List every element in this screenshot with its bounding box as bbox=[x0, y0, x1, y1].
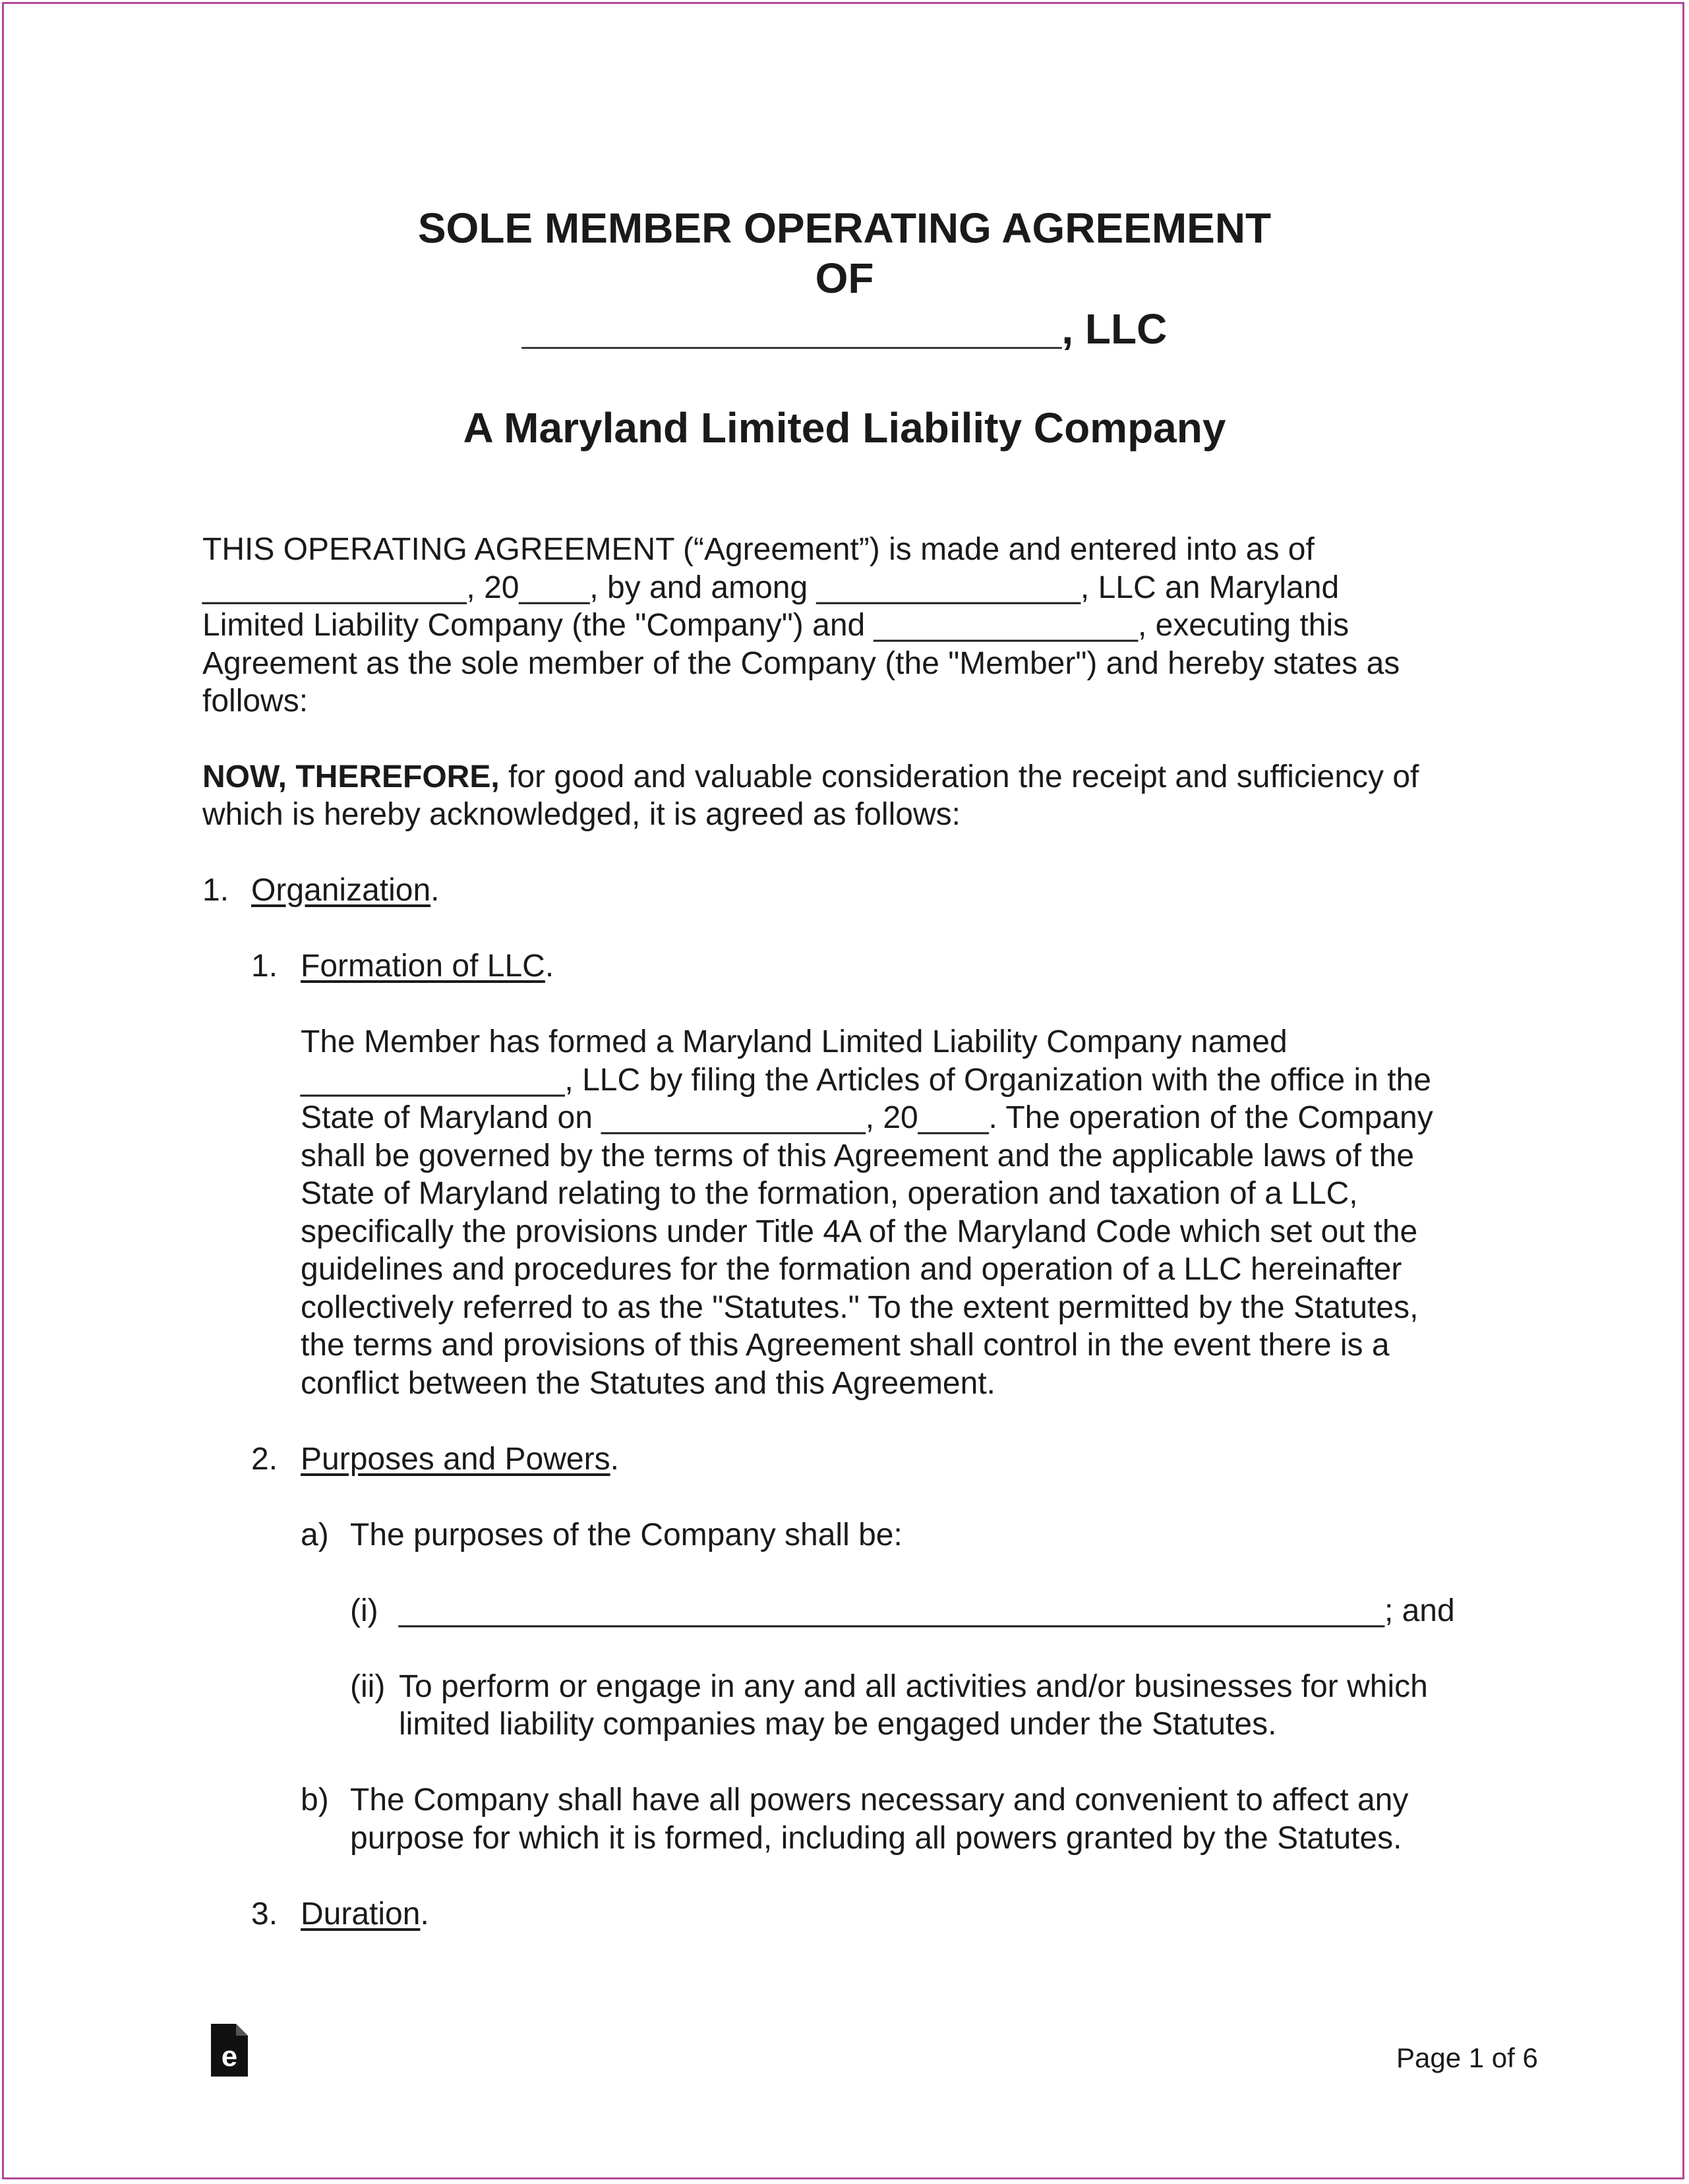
subsection-2-heading bbox=[301, 1440, 619, 1479]
formation-line: State of Maryland on _______________, 20____. The operation of the Company bbox=[301, 1100, 1433, 1135]
item-i-label: (i) bbox=[350, 1593, 378, 1628]
subsection-3-heading bbox=[301, 1895, 429, 1933]
subsection-2-period: . bbox=[610, 1442, 619, 1477]
document-title: SOLE MEMBER OPERATING AGREEMENT bbox=[417, 204, 1272, 252]
subsection-1-heading-text: Formation of LLC bbox=[301, 949, 545, 984]
item-b-line: The Company shall have all powers necessary and convenient to affect any bbox=[350, 1783, 1409, 1817]
item-ii-line: To perform or engage in any and all activities and/or businesses for which bbox=[399, 1669, 1428, 1704]
subsection-3-number: 3. bbox=[251, 1897, 278, 1932]
document-subtitle: A Maryland Limited Liability Company bbox=[463, 404, 1226, 452]
formation-line: State of Maryland relating to the formation, operation and taxation of a LLC, bbox=[301, 1176, 1358, 1211]
item-b-label: b) bbox=[301, 1783, 329, 1817]
company-name-blank: _______________________, LLC bbox=[521, 305, 1168, 353]
now-therefore-line-2: which is hereby acknowledged, it is agreed as follows: bbox=[202, 797, 961, 832]
item-a-label: a) bbox=[301, 1518, 329, 1552]
intro-line: follows: bbox=[202, 684, 309, 719]
now-therefore-bold: NOW, THEREFORE, bbox=[202, 759, 500, 794]
intro-line: _______________, 20____, by and among _______________, LLC an Maryland bbox=[202, 570, 1340, 605]
formation-line: collectively referred to as the "Statutes." To the extent permitted by the Statutes, bbox=[301, 1290, 1419, 1325]
page-number: Page 1 of 6 bbox=[1396, 2042, 1538, 2073]
formation-line: The Member has formed a Maryland Limited Liability Company named bbox=[301, 1024, 1288, 1059]
formation-line: specifically the provisions under Title 4A of the Maryland Code which set out the bbox=[301, 1214, 1418, 1249]
subsection-3-period: . bbox=[420, 1897, 429, 1932]
logo-letter: e bbox=[221, 2040, 238, 2073]
subsection-2-heading-text: Purposes and Powers bbox=[301, 1442, 610, 1477]
item-i-text: ________________________________________________________; and bbox=[399, 1593, 1455, 1628]
formation-line: the terms and provisions of this Agreement shall control in the event there is a bbox=[301, 1328, 1390, 1363]
section-1-number: 1. bbox=[202, 873, 229, 908]
item-a-text: The purposes of the Company shall be: bbox=[350, 1518, 903, 1552]
subsection-3-heading-text: Duration bbox=[301, 1897, 421, 1932]
now-therefore-rest: for good and valuable consideration the receipt and sufficiency of bbox=[499, 759, 1419, 794]
item-ii-line: limited liability companies may be engaged under the Statutes. bbox=[399, 1707, 1277, 1742]
now-therefore-line bbox=[202, 758, 1419, 796]
intro-line: THIS OPERATING AGREEMENT (“Agreement”) is made and entered into as of bbox=[202, 532, 1315, 567]
formation-line: shall be governed by the terms of this Agreement and the applicable laws of the bbox=[301, 1138, 1415, 1173]
item-ii-label: (ii) bbox=[350, 1669, 386, 1704]
section-1-heading-text: Organization bbox=[251, 873, 431, 908]
formation-line: guidelines and procedures for the formation and operation of a LLC hereinafter bbox=[301, 1252, 1402, 1287]
item-b-line: purpose for which it is formed, including all powers granted by the Statutes. bbox=[350, 1821, 1402, 1856]
intro-line: Limited Liability Company (the "Company") and _______________, executing this bbox=[202, 608, 1349, 643]
document-title-of: OF bbox=[815, 254, 874, 302]
intro-line: Agreement as the sole member of the Company (the "Member") and hereby states as bbox=[202, 646, 1400, 681]
section-1-heading bbox=[251, 871, 440, 910]
subsection-2-number: 2. bbox=[251, 1442, 278, 1477]
formation-line: _______________, LLC by filing the Articles of Organization with the office in the bbox=[301, 1063, 1431, 1098]
document-e-icon bbox=[211, 2024, 248, 2077]
section-1-period: . bbox=[430, 873, 440, 908]
formation-line: conflict between the Statutes and this Agreement. bbox=[301, 1366, 995, 1401]
subsection-1-number: 1. bbox=[251, 949, 278, 984]
subsection-1-period: . bbox=[545, 949, 554, 984]
subsection-1-heading bbox=[301, 947, 554, 986]
